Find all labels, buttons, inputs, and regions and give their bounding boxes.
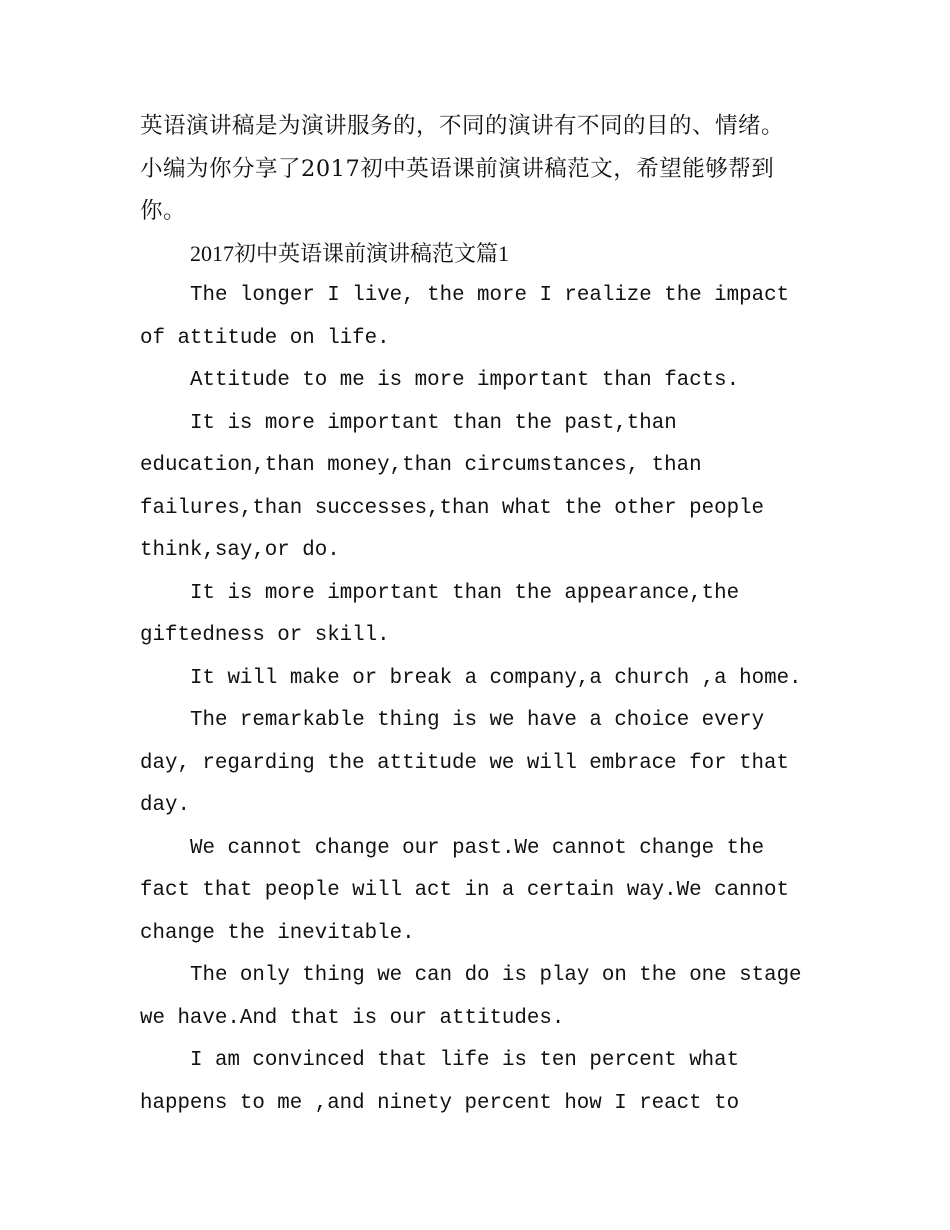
- body-paragraph: We cannot change our past.We cannot change the fact that people will act in a certain way.We cannot change the inevitable.: [140, 836, 789, 945]
- section-title: 2017初中英语课前演讲稿范文篇1: [190, 240, 510, 266]
- document-page: [140, 105, 805, 1125]
- body-paragraph: The longer I live, the more I realize the impact of attitude on life.: [140, 284, 790, 350]
- body-paragraph: It is more important than the appearance,the giftedness or skill.: [140, 581, 740, 647]
- body-paragraph: It is more important than the past,than education,than money,than circumstances, than failures,than successes,than what the other people think,say,or do.: [140, 411, 765, 562]
- intro-paragraph: 英语演讲稿是为演讲服务的，不同的演讲有不同的目的、情绪。小编为你分享了2017初中英语课前演讲稿范文，希望能够帮到你。: [140, 113, 785, 224]
- body-paragraph: I am convinced that life is ten percent what happens to me ,and ninety percent how I react to: [140, 1049, 740, 1115]
- body-paragraph: The only thing we can do is play on the one stage we have.And that is our attitudes.: [140, 964, 802, 1030]
- body-paragraph: The remarkable thing is we have a choice every day, regarding the attitude we will embrace for that day.: [140, 709, 789, 817]
- body-paragraph: It will make or break a company,a church ,a home.: [190, 666, 802, 690]
- body-paragraph: Attitude to me is more important than facts.: [190, 369, 740, 392]
